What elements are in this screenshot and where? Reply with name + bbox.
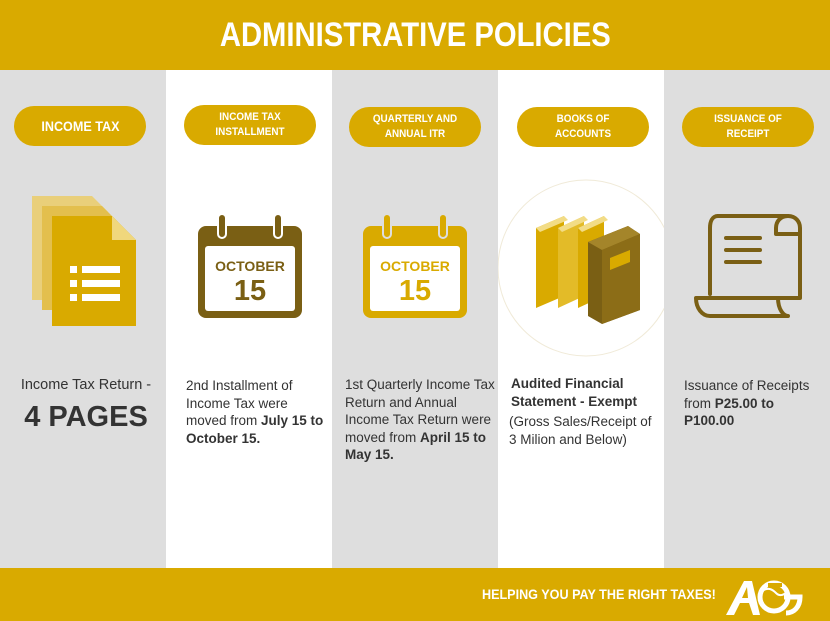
receipt-icon bbox=[692, 212, 804, 320]
income-tax-description: Income Tax Return - 4 PAGES bbox=[12, 377, 160, 435]
income-tax-label: INCOME TAX bbox=[14, 106, 146, 146]
books-of-accounts-label: BOOKS OF ACCOUNTS bbox=[517, 107, 649, 147]
calendar-day: 15 bbox=[398, 275, 432, 307]
column-issuance-of-receipt bbox=[664, 70, 830, 568]
installment-description: 2nd Installment of Income Tax were moved from July 15 to October 15. bbox=[186, 378, 324, 446]
header-banner bbox=[0, 0, 830, 70]
column-books-of-accounts bbox=[498, 70, 664, 568]
page-title: ADMINISTRATIVE POLICIES bbox=[219, 15, 611, 54]
calendar-icon bbox=[196, 214, 304, 320]
page-count-highlight: 4 PAGES bbox=[24, 400, 148, 433]
calendar-month: OCTOBER bbox=[215, 258, 285, 274]
documents-icon bbox=[30, 194, 140, 330]
column-income-tax bbox=[0, 70, 166, 568]
footer-banner bbox=[0, 568, 830, 621]
books-description: Audited Financial Statement - Exempt (Gross Sales/Receipt of 3 Milion and Below) bbox=[509, 376, 652, 447]
receipt-description: Issuance of Receipts from P25.00 to P100.00 bbox=[684, 378, 810, 428]
footer-tagline: HELPING YOU PAY THE RIGHT TAXES! bbox=[482, 586, 716, 602]
income-tax-installment-label: INCOME TAX INSTALLMENT bbox=[184, 105, 316, 145]
books-icon bbox=[498, 176, 664, 360]
column-quarterly-annual-itr bbox=[332, 70, 498, 568]
policy-columns bbox=[0, 70, 830, 568]
calendar-month: OCTOBER bbox=[380, 258, 450, 274]
acg-logo bbox=[722, 575, 804, 617]
issuance-of-receipt-label: ISSUANCE OF RECEIPT bbox=[682, 107, 814, 147]
calendar-icon bbox=[361, 214, 469, 320]
column-income-tax-installment bbox=[166, 70, 332, 568]
quarterly-annual-itr-label: QUARTERLY AND ANNUAL ITR bbox=[349, 107, 481, 147]
itr-description: 1st Quarterly Income Tax Return and Annual Income Tax Return were moved from April 15 to May 15. bbox=[345, 377, 495, 462]
calendar-day: 15 bbox=[233, 275, 267, 307]
